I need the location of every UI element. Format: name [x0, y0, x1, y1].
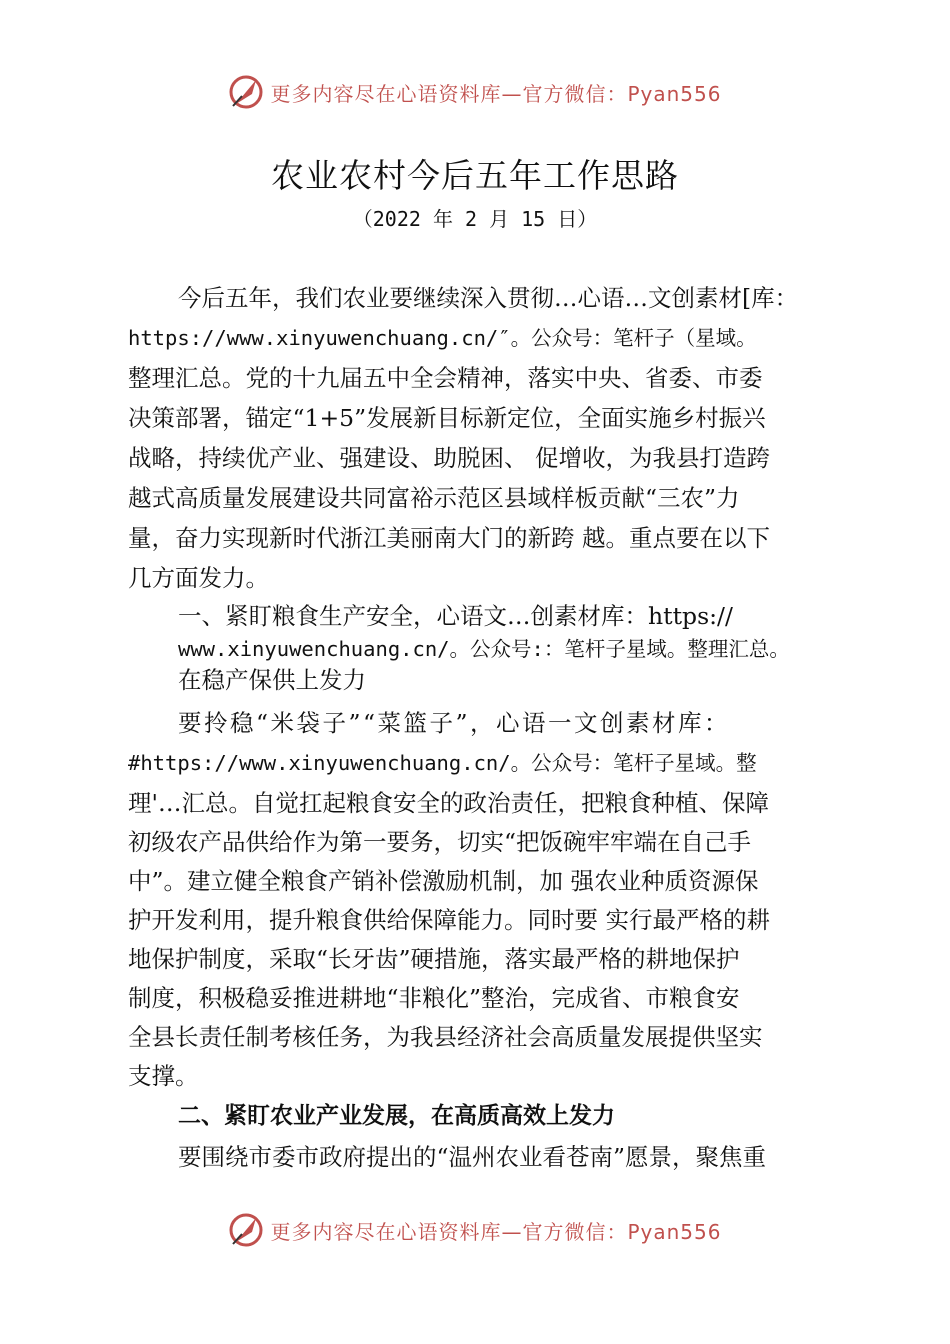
- document-date: （2022 年 2 月 15 日）: [352, 207, 598, 231]
- body-line: 要拎稳“米袋子”“菜篮子”，心语一文创素材库：: [178, 709, 731, 737]
- body-line: 中”。建立健全粮食产销补偿激励机制，加 强农业种质资源保: [128, 867, 759, 895]
- body-line: 全县长责任制考核任务，为我县经济社会高质量发展提供坚实: [128, 1023, 763, 1051]
- body-line: 今后五年，我们农业要继续深入贯彻…心语…文创素材[库：: [178, 284, 799, 312]
- section-heading-line: 一、紧盯粮食生产安全，心语文…创素材库：https://: [178, 602, 733, 630]
- section-heading-line: 在稳产保供上发力: [178, 666, 366, 694]
- document-title: 农业农村今后五年工作思路: [271, 156, 679, 195]
- body-line: 越式高质量发展建设共同富裕示范区县域样板贡献“三农”力: [128, 484, 740, 512]
- body-line: 初级农产品供给作为第一要务，切实“把饭碗牢牢端在自己手: [128, 828, 752, 856]
- watermark-banner-top: [0, 72, 950, 112]
- body-line: 整理汇总。党的十九届五中全会精神，落实中央、省委、市委: [128, 364, 763, 392]
- body-line: #https://www.xinyuwenchuang.cn/。公众号：笔杆子星域。整: [128, 751, 757, 775]
- section-heading: 二、紧盯农业产业发展，在高质高效上发力: [178, 1103, 615, 1129]
- body-line: 决策部署，锚定“1+5”发展新目标新定位，全面实施乡村振兴: [128, 404, 766, 432]
- section-heading-line: www.xinyuwenchuang.cn/。公众号:：笔杆子星域。整理汇总。: [178, 637, 790, 661]
- body-line: 战略，持续优产业、强建设、助脱困、 促增收，为我县打造跨: [128, 444, 770, 472]
- body-line: 支撑。: [128, 1062, 199, 1090]
- body-line: 理'…汇总。自觉扛起粮食安全的政治责任，把粮食种植、保障: [128, 789, 769, 817]
- quill-logo-icon: [228, 1212, 264, 1248]
- body-line: 要围绕市委市政府提出的“温州农业看苍南”愿景，聚焦重: [178, 1143, 767, 1171]
- body-line: 护开发利用，提升粮食供给保障能力。同时要 实行最严格的耕: [128, 906, 770, 934]
- body-line: 制度，积极稳妥推进耕地“非粮化”整治，完成省、市粮食安: [128, 984, 740, 1012]
- body-line: https://www.xinyuwenchuang.cn/″。公众号：笔杆子（星域。: [128, 326, 757, 350]
- quill-logo-icon: [228, 74, 264, 110]
- body-line: 几方面发力。: [128, 564, 269, 592]
- body-line: 地保护制度，采取“长牙齿”硬措施，落实最严格的耕地保护: [128, 945, 740, 973]
- watermark-text: 更多内容尽在心语资料库—官方微信：Pyan556: [270, 81, 722, 106]
- body-line: 量，奋力实现新时代浙江美丽南大门的新跨 越。重点要在以下: [128, 524, 770, 552]
- watermark-banner-bottom: [0, 1210, 950, 1250]
- watermark-text: 更多内容尽在心语资料库—官方微信：Pyan556: [270, 1219, 722, 1244]
